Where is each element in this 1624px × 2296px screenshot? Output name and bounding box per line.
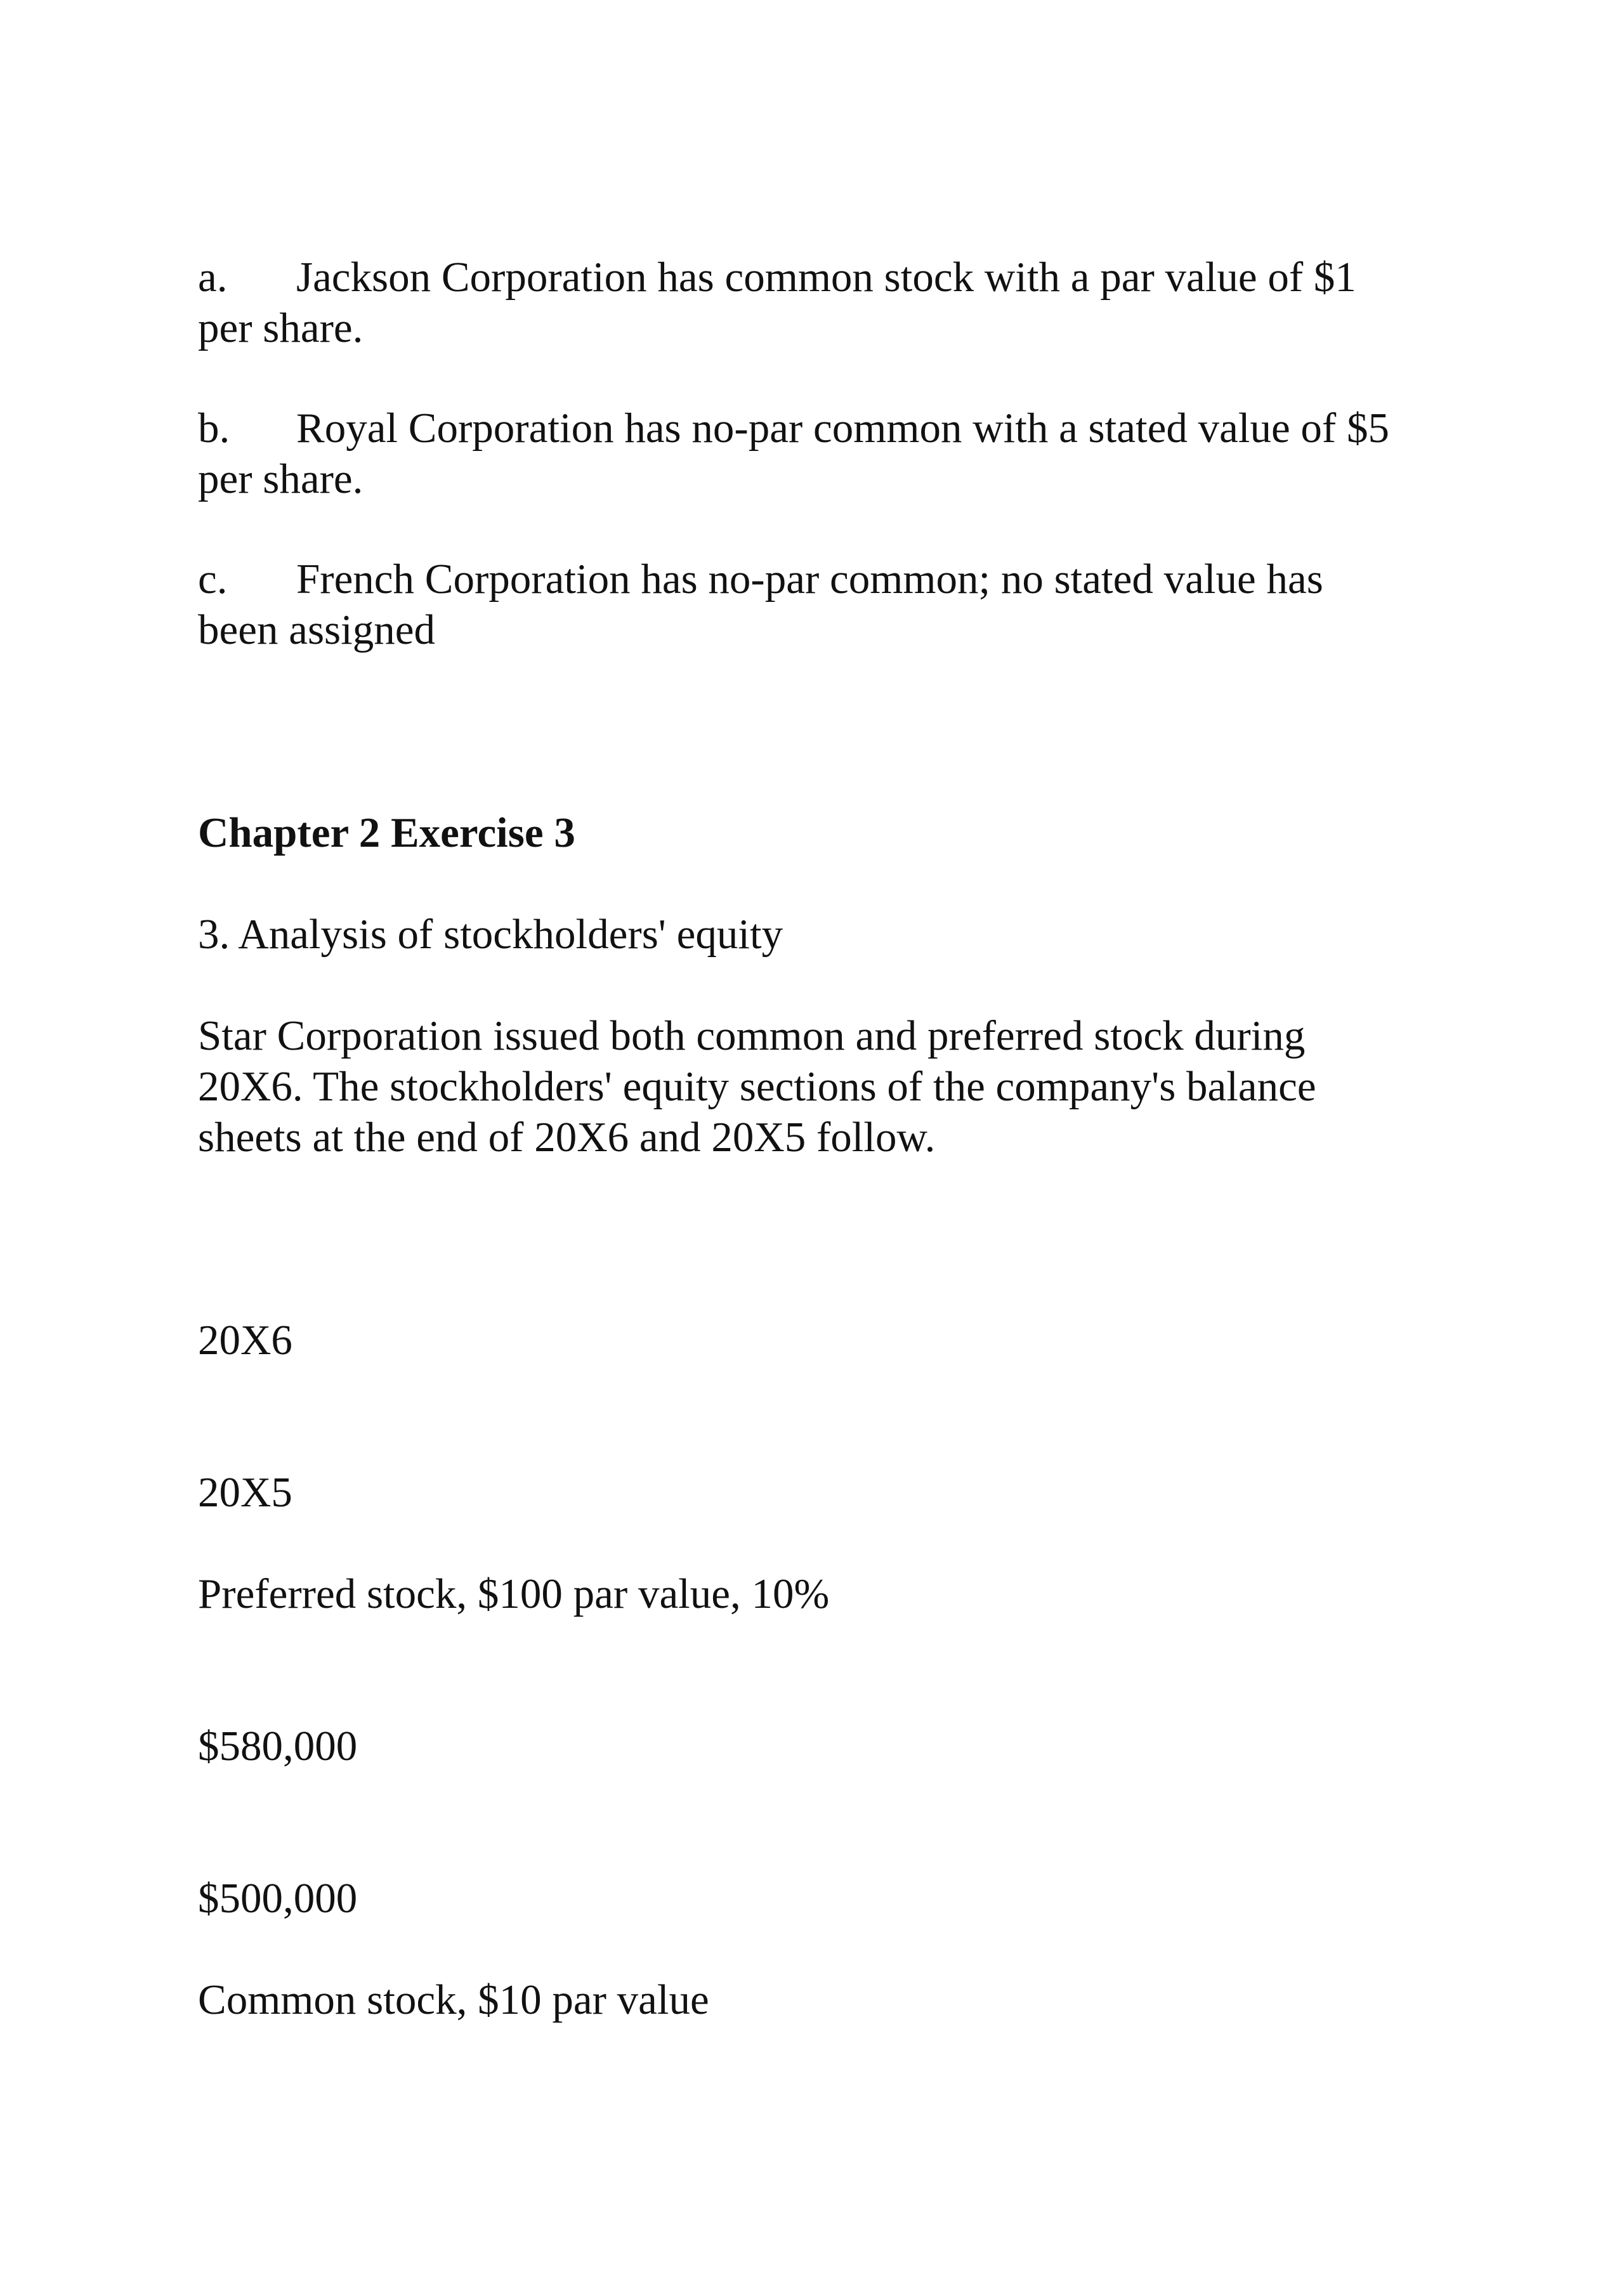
preferred-stock-value-current: $580,000	[198, 1723, 358, 1770]
list-marker: c.	[198, 556, 228, 603]
list-marker: b.	[198, 405, 230, 452]
preferred-stock-label: Preferred stock, $100 par value, 10%	[198, 1570, 830, 1617]
year-label-prior: 20X5	[198, 1469, 292, 1516]
list-item-text: Jackson Corporation has common stock with a par value of $1	[296, 254, 1356, 301]
list-item-b	[198, 403, 1467, 504]
common-stock-label: Common stock, $10 par value	[198, 1976, 709, 2023]
list-item-text-continued: per share.	[198, 455, 363, 502]
intro-paragraph	[198, 1010, 1467, 1163]
list-item-text-continued: been assigned	[198, 606, 435, 653]
intro-line: 20X6. The stockholders' equity sections of the company's balance	[198, 1063, 1316, 1110]
list-item-text: Royal Corporation has no-par common with a stated value of $5	[296, 405, 1389, 452]
year-label-current: 20X6	[198, 1317, 292, 1364]
list-item-a	[198, 252, 1467, 353]
list-item-text: French Corporation has no-par common; no stated value has	[296, 556, 1323, 603]
section-heading: Chapter 2 Exercise 3	[198, 809, 575, 856]
exercise-subheading: 3. Analysis of stockholders' equity	[198, 911, 783, 958]
intro-line: sheets at the end of 20X6 and 20X5 follow.	[198, 1114, 936, 1161]
list-item-text-continued: per share.	[198, 304, 363, 351]
list-item-c	[198, 554, 1467, 655]
list-marker: a.	[198, 254, 228, 301]
preferred-stock-value-prior: $500,000	[198, 1875, 358, 1922]
intro-line: Star Corporation issued both common and preferred stock during	[198, 1012, 1306, 1059]
